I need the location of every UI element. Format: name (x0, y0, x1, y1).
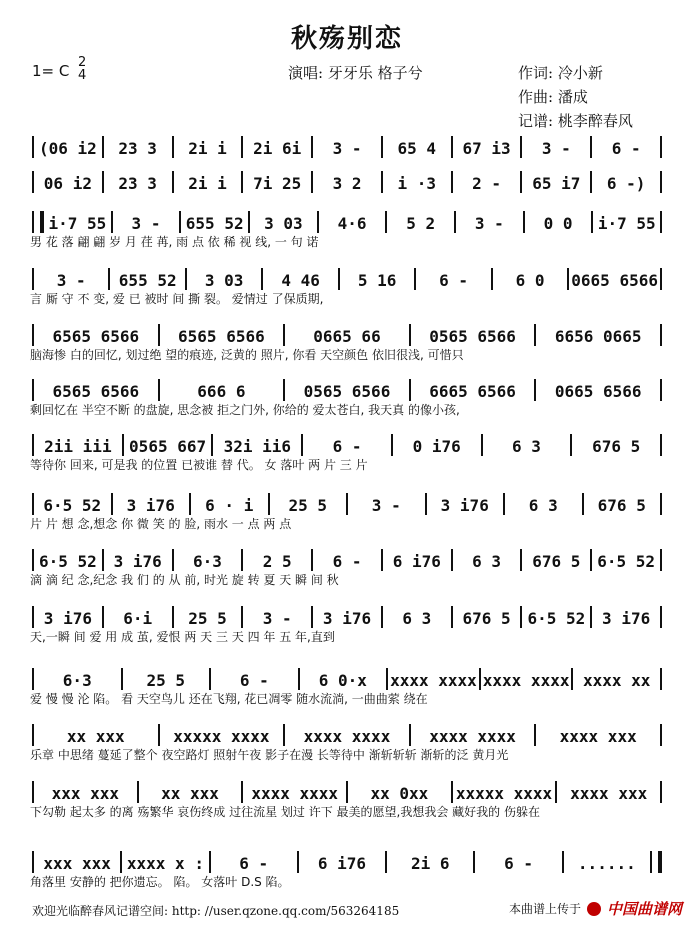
measure: 3 i76 (322, 609, 372, 628)
barline (660, 324, 662, 346)
barline (283, 324, 285, 346)
measure: xx xxx (161, 784, 219, 803)
barline (409, 379, 411, 401)
measure: 0565 6566 (303, 382, 391, 401)
notes-line (30, 428, 664, 456)
lyrics-line: 片 片 想 念,想念 你 微 笑 的 脸, 雨水 一 点 两 点 (30, 517, 292, 531)
measure: 6665 6566 (429, 382, 516, 401)
lyrics-line: 男 花 落 翩 翩 岁 月 荏 苒, 雨 点 依 稀 视 线, 一 句 诺 (30, 235, 319, 249)
measure: 6·5 52 (38, 552, 97, 571)
measure: 6 - (504, 854, 533, 873)
barline (311, 549, 313, 571)
measure: 676 5 (597, 496, 646, 515)
measure: xxx xxx (43, 854, 111, 873)
barline (567, 268, 569, 290)
barline (491, 268, 493, 290)
barline (660, 668, 662, 690)
time-signature-bottom: 4 (78, 68, 87, 83)
measure: 6·5 52 (527, 609, 586, 628)
barline (454, 211, 456, 233)
time-signature (78, 56, 86, 82)
notes-line (30, 318, 664, 346)
measure: 6 - (611, 139, 641, 158)
barline (409, 724, 411, 746)
barline (32, 493, 34, 515)
score-row (30, 543, 664, 589)
measure: 5 16 (357, 271, 397, 290)
lyrics-line: 角落里 安静的 把你遗忘。 陷。 女落叶 D.S 陷。 (30, 875, 290, 889)
barline (311, 171, 313, 193)
barline (503, 493, 505, 515)
measure: 2i 6 (411, 854, 450, 873)
barline (660, 606, 662, 628)
barline (386, 668, 388, 690)
barline (555, 781, 557, 803)
measure: 6656 0665 (554, 327, 642, 346)
measure: 6 - (239, 671, 269, 690)
score-row (30, 373, 664, 419)
barline (534, 724, 536, 746)
barline (268, 493, 270, 515)
notes-line (30, 662, 664, 690)
barline (102, 549, 104, 571)
barline (283, 379, 285, 401)
measure: 25 5 (288, 496, 328, 515)
barline (32, 781, 34, 803)
measure: 3 i76 (440, 496, 489, 515)
measure: 6·5 52 (43, 496, 102, 515)
barline (451, 606, 453, 628)
barline (346, 493, 348, 515)
measure: 6 i76 (317, 854, 367, 873)
measure: 7i 25 (253, 174, 302, 193)
barline (481, 434, 483, 456)
barline (120, 851, 122, 873)
measure: xxxx xxxx (390, 671, 477, 690)
barline (102, 171, 104, 193)
barline (660, 136, 662, 158)
barline (425, 493, 427, 515)
score-row (30, 775, 664, 821)
measure: xxxx xxxx (251, 784, 339, 803)
barline (189, 493, 191, 515)
measure: 06 i2 (43, 174, 92, 193)
measure: ...... (577, 854, 636, 873)
barline (32, 379, 34, 401)
barline (32, 136, 34, 158)
measure: 3 03 (264, 214, 303, 233)
barline (590, 171, 592, 193)
barline (32, 851, 34, 873)
barline (451, 781, 453, 803)
measure: xxxx xxx (559, 727, 637, 746)
measure: 3 - (371, 496, 401, 515)
score-row (30, 428, 664, 474)
measure: 3 - (541, 139, 571, 158)
barline (241, 781, 243, 803)
barline (346, 781, 348, 803)
measure: xxxx xxx (570, 784, 648, 803)
barline (32, 668, 34, 690)
barline (660, 781, 662, 803)
notes-line (30, 487, 664, 515)
measure: i ·3 (397, 174, 437, 193)
barline (451, 171, 453, 193)
barline (311, 606, 313, 628)
barline (520, 606, 522, 628)
barline (311, 136, 313, 158)
barline (414, 268, 416, 290)
measure: 6·3 (62, 671, 92, 690)
measure: 3 - (332, 139, 362, 158)
measure: 25 5 (146, 671, 186, 690)
barline (562, 851, 564, 873)
barline (179, 211, 181, 233)
barline (385, 211, 387, 233)
measure: 676 5 (532, 552, 581, 571)
measure: 2i i (188, 139, 227, 158)
measure: 4·6 (337, 214, 367, 233)
barline (111, 493, 113, 515)
score-row (30, 262, 664, 308)
measure: 3 - (131, 214, 161, 233)
barline (590, 606, 592, 628)
barline (111, 211, 113, 233)
barline (534, 324, 536, 346)
measure: 3 i76 (43, 609, 92, 628)
lyrics-line: 等待你 回来, 可是我 的位置 已被谁 替 代。 女 落叶 两 片 三 片 (30, 458, 368, 472)
measure: 6565 6566 (52, 382, 140, 401)
barline (381, 171, 383, 193)
notes-line (30, 373, 664, 401)
barline (520, 549, 522, 571)
lyrics-line: 脑海惨 白的回忆, 划过绝 望的痕迹, 泛黄的 照片, 你看 天空颜色 依旧很浅, 可惜只 (30, 348, 464, 362)
barline (409, 324, 411, 346)
barline (590, 549, 592, 571)
measure: xxxx xxxx (429, 727, 516, 746)
barline (32, 324, 34, 346)
barline (32, 171, 34, 193)
measure: 6·5 52 (597, 552, 656, 571)
lyrics-line: 天,一瞬 间 爱 用 成 茧, 爱恨 两 天 三 天 四 年 五 年,直到 (30, 630, 335, 644)
measure: 23 3 (118, 139, 157, 158)
barline (479, 668, 481, 690)
measure: 2 - (472, 174, 502, 193)
measure: 0565 6566 (429, 327, 516, 346)
measure: 2i 6i (253, 139, 302, 158)
measure: 676 5 (462, 609, 511, 628)
measure: 655 52 (185, 214, 244, 233)
barline (523, 211, 525, 233)
barline (473, 851, 475, 873)
score-row (30, 718, 664, 764)
barline (520, 171, 522, 193)
upload-text: 本曲谱上传于 (508, 902, 581, 916)
barline (381, 136, 383, 158)
measure: 6 · i (205, 496, 254, 515)
barline (209, 851, 211, 873)
measure: xxxxx xxxx (173, 727, 270, 746)
barline (381, 549, 383, 571)
footer-visit-text: 欢迎光临醉春风记谱空间: http: //user.qzone.qq.com/563264185 (32, 904, 400, 918)
singer-credit: 演唱: 牙牙乐 格子兮 (288, 64, 423, 82)
measure: 676 5 (592, 437, 641, 456)
barline (381, 606, 383, 628)
measure: 3 i76 (602, 609, 651, 628)
notes-line (30, 130, 664, 158)
barline (211, 434, 213, 456)
measure: 6 - (239, 854, 269, 873)
barline (122, 434, 124, 456)
footer-upload (509, 898, 682, 919)
measure: 6565 6566 (178, 327, 265, 346)
barline (590, 136, 592, 158)
measure: 65 4 (397, 139, 437, 158)
measure: 0 i76 (412, 437, 461, 456)
barline (158, 724, 160, 746)
barline (570, 434, 572, 456)
measure: 655 52 (118, 271, 177, 290)
barline (172, 136, 174, 158)
key-signature: 1= C (32, 62, 70, 80)
notes-line (30, 543, 664, 571)
measure: 67 i3 (462, 139, 511, 158)
measure: 23 3 (118, 174, 157, 193)
score-row (30, 662, 664, 708)
measure: xxxxx xxxx (455, 784, 553, 803)
barline (660, 171, 662, 193)
measure: 6 i76 (392, 552, 441, 571)
measure: 6 - (332, 552, 362, 571)
lyrics-line: 滴 滴 纪 念,纪念 我 们 的 从 前, 时光 旋 转 夏 天 瞬 间 秋 (30, 573, 339, 587)
score-row (30, 487, 664, 533)
notes-line (30, 165, 664, 193)
barline (261, 268, 263, 290)
barline (172, 171, 174, 193)
lyrics-line: 言 厮 守 不 变, 爱 已 被时 间 撕 裂。 爱情过 了保质期, (30, 292, 324, 306)
notes-line (30, 775, 664, 803)
barline (241, 171, 243, 193)
measure: 0 0 (543, 214, 573, 233)
barline (32, 549, 34, 571)
barline (534, 379, 536, 401)
lyrics-line: 下勾勒 起太多 的离 殇繁华 哀伤终成 过往流星 划过 许下 最美的愿望,我想我会 藏好我的 伤躲在 (30, 805, 540, 819)
barline (158, 379, 160, 401)
barline (209, 668, 211, 690)
barline (283, 724, 285, 746)
measure: i·7 55 (48, 214, 107, 233)
notes-line (30, 845, 664, 873)
measure: 0665 6566 (571, 271, 658, 290)
measure: 6·3 (193, 552, 222, 571)
barline (520, 136, 522, 158)
barline (338, 268, 340, 290)
notes-line (30, 718, 664, 746)
measure: 4 46 (281, 271, 320, 290)
measure: 25 5 (188, 609, 227, 628)
site-logo-icon (587, 902, 601, 916)
notes-line (30, 600, 664, 628)
measure: 6 3 (402, 609, 432, 628)
barline (650, 851, 662, 873)
barline (451, 136, 453, 158)
measure: 0565 667 (129, 437, 207, 456)
measure: 65 i7 (532, 174, 581, 193)
barline (32, 606, 34, 628)
measure: 0665 66 (313, 327, 381, 346)
barline (660, 211, 662, 233)
measure: 6·i (123, 609, 153, 628)
lyrics-line: 剩回忆在 半空不断 的盘旋, 思念被 拒之门外, 你给的 爱太苍白, 我天真 的像小孩, (30, 403, 460, 417)
measure: xxxx xxxx (303, 727, 391, 746)
barline (297, 851, 299, 873)
barline (385, 851, 387, 873)
measure: 3 03 (204, 271, 244, 290)
measure: xxxx x : (126, 854, 204, 873)
measure: 6 - (439, 271, 469, 290)
notes-line (30, 205, 664, 233)
measure: 6 3 (528, 496, 558, 515)
measure: i·7 55 (597, 214, 656, 233)
score-row (30, 318, 664, 364)
barline (121, 668, 123, 690)
measure: 666 6 (197, 382, 246, 401)
measure: 6 0 (515, 271, 545, 290)
barline (660, 434, 662, 456)
measure: 3 - (262, 609, 292, 628)
barline (248, 211, 250, 233)
measure: 3 i76 (113, 552, 162, 571)
barline (32, 268, 34, 290)
measure: xx 0xx (370, 784, 429, 803)
measure: 3 2 (332, 174, 362, 193)
score-row (30, 205, 664, 251)
measure: 2ii iii (44, 437, 112, 456)
score-row (30, 600, 664, 646)
measure: 3 - (56, 271, 86, 290)
repeat-start-barline (32, 211, 44, 233)
barline (298, 668, 300, 690)
barline (660, 493, 662, 515)
measure: 6565 6566 (52, 327, 140, 346)
barline (301, 434, 303, 456)
barline (660, 379, 662, 401)
barline (32, 724, 34, 746)
barline (451, 549, 453, 571)
measure: 32i ii6 (223, 437, 292, 456)
measure: 0665 6566 (554, 382, 642, 401)
measure: 5 2 (406, 214, 436, 233)
barline (317, 211, 319, 233)
measure: 2 5 (262, 552, 292, 571)
measure: 6 0·x (318, 671, 367, 690)
barline (241, 549, 243, 571)
barline (172, 549, 174, 571)
barline (108, 268, 110, 290)
lyrics-line: 乐章 中思绪 蔓延了整个 夜空路灯 照射午夜 影子在漫 长等待中 渐斩斩斩 渐斩的泛 黄月光 (30, 748, 509, 762)
measure: 6 - (332, 437, 362, 456)
time-signature-top: 2 (78, 55, 87, 70)
measure: xxx xxx (51, 784, 120, 803)
score-row (30, 845, 664, 891)
measure: 2i i (188, 174, 227, 193)
lyrics-line: 爱 慢 慢 沦 陷。 看 天空鸟儿 还在飞翔, 花已凋零 随水流淌, 一曲曲萦 绕在 (30, 692, 428, 706)
measure: xxxx xxxx (482, 671, 570, 690)
barline (660, 549, 662, 571)
barline (660, 724, 662, 746)
barline (571, 668, 573, 690)
composer-credit: 作曲: 潘成 (518, 88, 588, 106)
measure: xx xxx (66, 727, 125, 746)
notes-line (30, 262, 664, 290)
measure: 6 -) (606, 174, 646, 193)
barline (591, 211, 593, 233)
measure: 6 3 (512, 437, 541, 456)
measure: (06 i2 (38, 139, 97, 158)
barline (102, 136, 104, 158)
barline (660, 268, 662, 290)
site-name: 中国曲谱网 (606, 900, 682, 918)
barline (137, 781, 139, 803)
barline (102, 606, 104, 628)
barline (582, 493, 584, 515)
measure: 3 - (474, 214, 504, 233)
measure: 3 i76 (126, 496, 175, 515)
barline (241, 136, 243, 158)
measure: xxxx xx (583, 671, 651, 690)
barline (241, 606, 243, 628)
barline (391, 434, 393, 456)
barline (32, 434, 34, 456)
transcriber-credit: 记谱: 桃李醉春风 (518, 112, 633, 130)
barline (185, 268, 187, 290)
measure: 6 3 (472, 552, 502, 571)
page-title: 秋殇别恋 (290, 24, 403, 54)
barline (172, 606, 174, 628)
barline (158, 324, 160, 346)
lyricist-credit: 作词: 冷小新 (518, 64, 603, 82)
